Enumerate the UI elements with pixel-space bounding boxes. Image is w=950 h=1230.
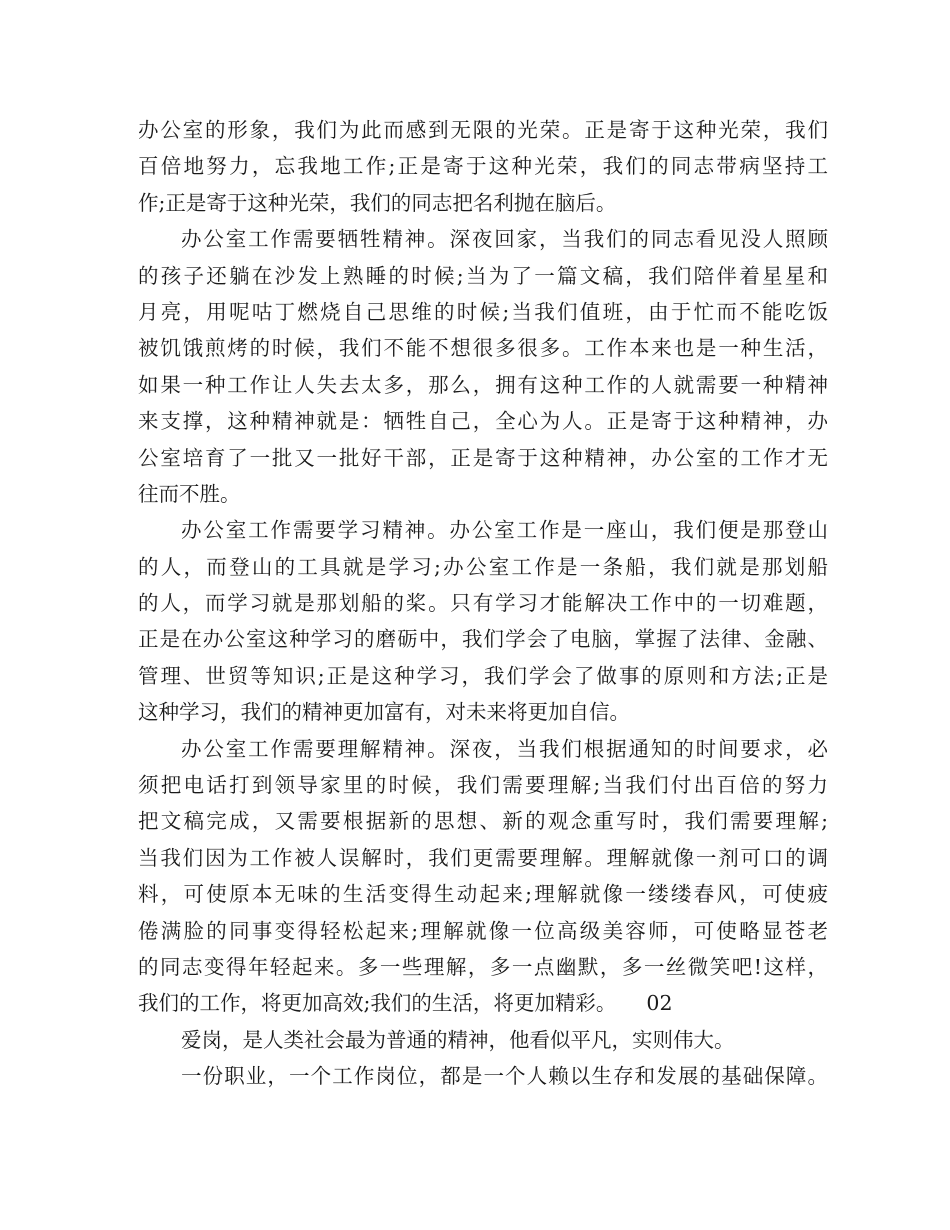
text-line: 料，可使原本无味的生活变得生动起来;理解就像一缕缕春风，可使疲 xyxy=(138,882,828,907)
text-line: 来支撑，这种精神就是：牺牲自己，全心为人。正是寄于这种精神，办 xyxy=(138,409,828,434)
document-body xyxy=(138,112,828,1095)
text-line: 倦满脸的同事变得轻松起来;理解就像一位高级美容师，可使略显苍老 xyxy=(138,918,828,943)
text-line: 的人，而登山的工具就是学习;办公室工作是一条船，我们就是那划船 xyxy=(138,554,828,579)
text-line-with-section-number xyxy=(138,985,828,1021)
text-line: 月亮，用呢咕丁燃烧自己思维的时候;当我们值班，由于忙而不能吃饭 xyxy=(138,299,828,324)
text-line: 这种学习，我们的精神更加富有，对未来将更加自信。 xyxy=(138,700,630,725)
text-line: 把文稿完成，又需要根据新的思想、新的观念重写时，我们需要理解; xyxy=(138,809,828,834)
paragraph-first-line: 办公室工作需要学习精神。办公室工作是一座山，我们便是那登山 xyxy=(181,518,828,543)
text-line: 被饥饿煎烤的时候，我们不能不想很多很多。工作本来也是一种生活， xyxy=(138,336,828,361)
text-line: 的孩子还躺在沙发上熟睡的时候;当为了一篇文稿，我们陪伴着星星和 xyxy=(138,263,828,288)
text-line: 的人，而学习就是那划船的桨。只有学习才能解决工作中的一切难题， xyxy=(138,591,828,616)
text-line: 当我们因为工作被人误解时，我们更需要理解。理解就像一剂可口的调 xyxy=(138,845,828,870)
text-line: 正是在办公室这种学习的磨砺中，我们学会了电脑，掌握了法律、金融、 xyxy=(138,627,828,652)
text-line: 百倍地努力，忘我地工作;正是寄于这种光荣，我们的同志带病坚持工 xyxy=(138,154,828,179)
paragraph-first-line: 爱岗，是人类社会最为普通的精神，他看似平凡，实则伟大。 xyxy=(181,1027,735,1052)
text-line: 管理、世贸等知识;正是这种学习，我们学会了做事的原则和方法;正是 xyxy=(138,663,828,688)
paragraph-first-line: 办公室工作需要理解精神。深夜，当我们根据通知的时间要求，必 xyxy=(181,736,828,761)
text-line: 办公室的形象，我们为此而感到无限的光荣。正是寄于这种光荣，我们 xyxy=(138,118,828,142)
text-line: 公室培育了一批又一批好干部，正是寄于这种精神，办公室的工作才无 xyxy=(138,445,828,470)
text-line: 往而不胜。 xyxy=(138,481,241,506)
text-line: 作;正是寄于这种光荣，我们的同志把名利抛在脑后。 xyxy=(138,190,617,215)
text-line: 的同志变得年轻起来。多一些理解，多一点幽默，多一丝微笑吧!这样， xyxy=(138,954,828,979)
text-line: 须把电话打到领导家里的时候，我们需要理解;当我们付出百倍的努力 xyxy=(138,773,828,798)
paragraph-first-line: 一份职业，一个工作岗位，都是一个人赖以生存和发展的基础保障。 xyxy=(181,1064,828,1089)
section-number: 02 xyxy=(646,991,673,1016)
text-line-content: 我们的工作，将更加高效;我们的生活，将更加精彩。 xyxy=(138,991,617,1016)
text-line: 如果一种工作让人失去太多，那么，拥有这种工作的人就需要一种精神 xyxy=(138,372,828,397)
paragraph-first-line: 办公室工作需要牺牲精神。深夜回家，当我们的同志看见没人照顾 xyxy=(181,227,828,252)
